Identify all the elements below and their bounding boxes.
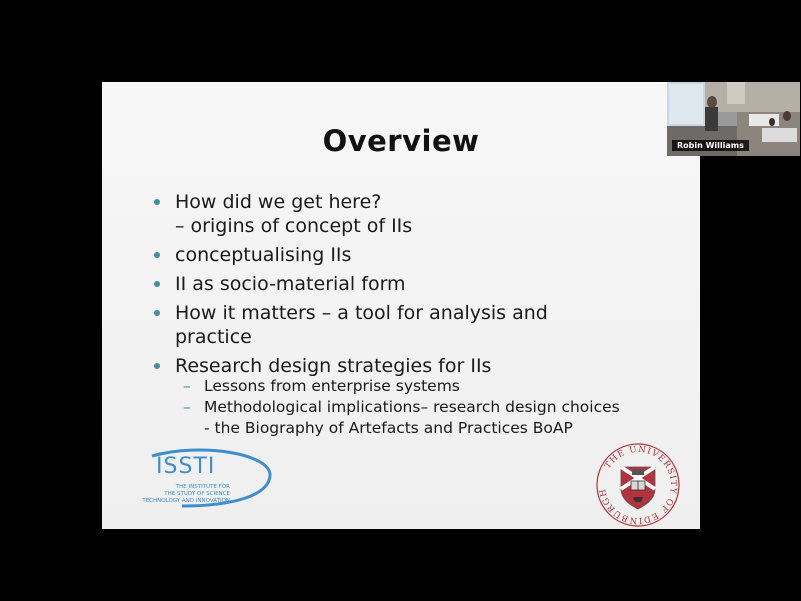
seal-text: THE UNIVERSITY OF EDINBURGH <box>597 444 679 526</box>
bullet-item <box>152 301 692 349</box>
issti-tagline-line: THE STUDY OF SCIENCE <box>164 491 230 497</box>
participant-video-tile[interactable] <box>667 82 800 156</box>
sub-bullet-text-continued: - the Biography of Artefacts and Practices BoAP <box>204 419 573 437</box>
bullet-item <box>152 243 692 267</box>
bullet-dot-icon <box>154 199 160 205</box>
dash-icon: – <box>183 377 191 395</box>
bullet-text-continued: – origins of concept of IIs <box>175 215 413 237</box>
presentation-slide <box>102 82 700 529</box>
issti-logo <box>118 452 278 517</box>
sub-bullet-text: Lessons from enterprise systems <box>204 377 460 395</box>
bullet-dot-icon <box>154 281 160 287</box>
bullet-item <box>152 190 692 238</box>
issti-tagline-line: TECHNOLOGY AND INNOVATION <box>142 498 230 504</box>
bullet-dot-icon <box>154 252 160 258</box>
bullet-text: Research design strategies for IIs <box>175 355 492 377</box>
sub-bullet-item <box>181 376 692 397</box>
bullet-text: How did we get here? <box>175 191 382 213</box>
sub-bullet-text: Methodological implications– research design choices <box>204 398 620 416</box>
bullet-item <box>152 272 692 296</box>
bullet-item <box>152 354 692 439</box>
issti-tagline-line: THE INSTITUTE FOR <box>175 484 230 490</box>
sub-bullet-list <box>175 376 692 439</box>
bullet-dot-icon <box>154 363 160 369</box>
bullet-dot-icon <box>154 310 160 316</box>
slide-title: Overview <box>322 124 480 158</box>
sub-bullet-item <box>181 397 692 439</box>
bullet-text: How it matters – a tool for analysis and <box>175 302 548 324</box>
issti-wordmark: ISSTI <box>156 454 216 479</box>
bullet-text: conceptualising IIs <box>175 244 352 266</box>
university-of-edinburgh-seal <box>595 442 681 528</box>
bullet-text: II as socio-material form <box>175 273 406 295</box>
issti-tagline <box>118 484 230 505</box>
bullet-text-continued: practice <box>175 326 252 348</box>
bullet-list <box>152 190 692 444</box>
dash-icon: – <box>183 398 191 416</box>
participant-name-label: Robin Williams <box>672 140 749 151</box>
